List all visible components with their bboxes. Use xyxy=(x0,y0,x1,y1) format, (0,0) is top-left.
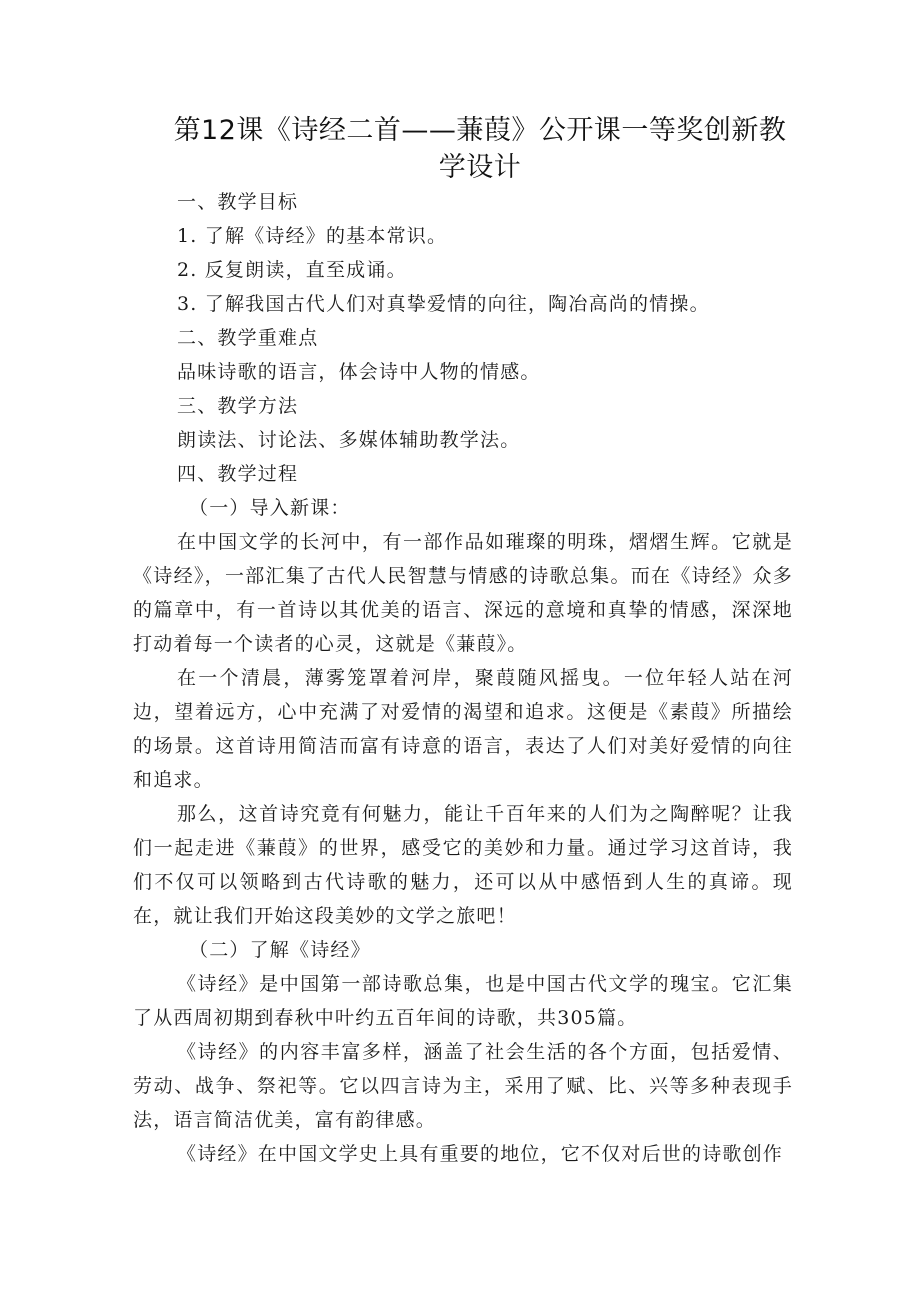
paragraph-intro-1: 在中国文学的长河中，有一部作品如璀璨的明珠，熠熠生辉。它就是《诗经》，一部汇集了古代人民智慧与情感的诗歌总集。而在《诗经》众多的篇章中，有一首诗以其优美的语言、深远的意境和真挚的情感，深深地打动着每一个读者的心灵，这就是《蒹葭》。 xyxy=(133,531,793,655)
document-body xyxy=(133,185,793,1171)
document-title: 第12课《诗经二首——蒹葭》公开课一等奖创新教学设计 xyxy=(173,115,787,183)
paragraph-intro-2: 在一个清晨，薄雾笼罩着河岸，聚葭随风摇曳。一位年轻人站在河边，望着远方，心中充满了对爱情的渴望和追求。这便是《素葭》所描绘的场景。这首诗用简洁而富有诗意的语言，表达了人们对美好爱情的向往和追求。 xyxy=(133,667,793,791)
section-heading-key-points: 二、教学重难点 xyxy=(177,327,319,349)
paragraph-shijing-3: 《诗经》在中国文学史上具有重要的地位，它不仅对后世的诗歌创作 xyxy=(177,1143,784,1165)
methods-text: 朗读法、讨论法、多媒体辅助教学法。 xyxy=(177,429,521,451)
paragraph-shijing-1: 《诗经》是中国第一部诗歌总集，也是中国古代文学的瑰宝。它汇集了从西周初期到春秋中叶约五百年间的诗歌，共305篇。 xyxy=(133,973,793,1029)
section-heading-methods: 三、教学方法 xyxy=(177,395,299,417)
section-heading-process: 四、教学过程 xyxy=(177,463,299,485)
subsection-heading-shijing: （二）了解《诗经》 xyxy=(189,939,371,961)
subsection-heading-intro: （一）导入新课： xyxy=(189,497,351,519)
paragraph-shijing-2: 《诗经》的内容丰富多样，涵盖了社会生活的各个方面，包括爱情、劳动、战争、祭祀等。它以四言诗为主，采用了赋、比、兴等多种表现手法，语言简洁优美，富有韵律感。 xyxy=(133,1041,793,1131)
objective-item-3: 3. 了解我国古代人们对真挚爱情的向往，陶冶高尚的情操。 xyxy=(177,293,710,315)
paragraph-intro-3: 那么，这首诗究竟有何魅力，能让千百年来的人们为之陶醉呢？让我们一起走进《蒹葭》的世界，感受它的美妙和力量。通过学习这首诗，我们不仅可以领略到古代诗歌的魅力，还可以从中感悟到人生的真谛。现在，就让我们开始这段美妙的文学之旅吧！ xyxy=(133,803,793,927)
objective-item-1: 1. 了解《诗经》的基本常识。 xyxy=(177,225,448,247)
section-heading-objectives: 一、教学目标 xyxy=(177,191,299,213)
key-points-text: 品味诗歌的语言，体会诗中人物的情感。 xyxy=(177,361,541,383)
objective-item-2: 2. 反复朗读，直至成诵。 xyxy=(177,259,407,281)
